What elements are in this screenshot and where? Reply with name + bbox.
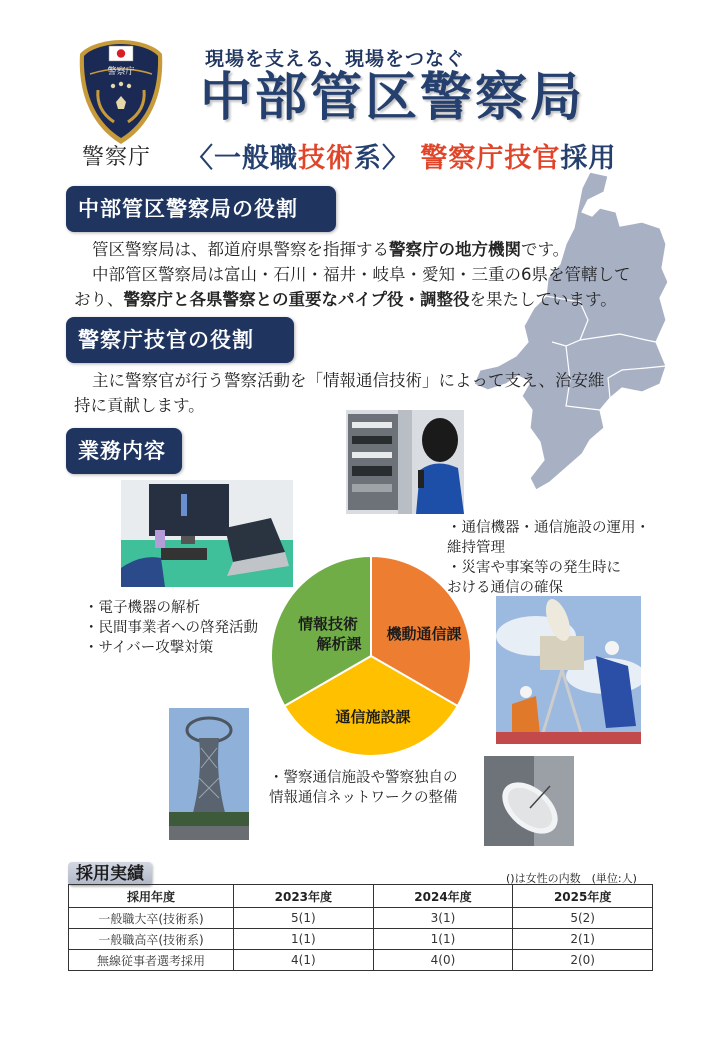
analysis-duties	[84, 598, 284, 658]
hiring-results-table	[68, 884, 653, 971]
text-bold: 警察庁の地方機関	[389, 240, 521, 259]
subtitle-accent: 技術	[298, 143, 354, 174]
bureau-role-line	[74, 287, 674, 312]
page-title: 中部管区警察局	[200, 67, 586, 128]
table-cell: 5(1)	[234, 908, 374, 929]
results-note: ()は女性の内数 (単位:人)	[506, 872, 637, 885]
section-heading-duties: 業務内容	[66, 428, 182, 474]
pie-label-line: 解析課	[316, 635, 362, 653]
table-cell: 3(1)	[373, 908, 513, 929]
chubu-region-map	[470, 170, 675, 500]
table-cell: 2(0)	[513, 950, 653, 971]
text: 管区警察局は、都道府県警察を指揮する	[92, 240, 389, 259]
bullet-line: ・災害や事案等の発生時に	[447, 560, 621, 576]
division-pie-chart	[271, 556, 471, 756]
pie-label-facility: 通信施設課	[335, 708, 411, 726]
results-heading: 採用実績	[68, 862, 152, 886]
pie-label-line: 情報技術	[297, 615, 358, 633]
facility-duties	[269, 768, 489, 808]
subtitle-part: 系〉	[354, 143, 410, 174]
column-header: 2025年度	[513, 885, 653, 908]
table-cell: 2(1)	[513, 929, 653, 950]
photo-device-analysis	[121, 480, 293, 587]
bullet-line: 情報通信ネットワークの整備	[269, 790, 458, 806]
text: を果たしています。	[469, 290, 617, 309]
subtitle-accent: 警察庁技官	[420, 143, 561, 174]
engineer-role-line: 主に警察官が行う警察活動を「情報通信技術」によって支え、治安維	[92, 371, 605, 390]
engineer-role-line: 持に貢献します。	[74, 396, 205, 415]
subtitle-part: 採用	[560, 143, 617, 174]
subtitle-part: 〈一般職	[186, 143, 298, 174]
mobile-comm-duties	[447, 518, 667, 598]
page-subtitle	[186, 136, 616, 175]
tagline: 現場を支える、現場をつなぐ	[205, 48, 466, 70]
section-heading-engineer-role: 警察庁技官の役割	[66, 317, 294, 363]
table-row	[69, 929, 653, 950]
text: です。	[521, 240, 570, 259]
table-cell: 1(1)	[373, 929, 513, 950]
bullet-line: おける通信の確保	[447, 580, 563, 596]
bullet-line: ・電子機器の解析	[84, 600, 200, 616]
table-cell: 5(2)	[513, 908, 653, 929]
table-cell: 1(1)	[234, 929, 374, 950]
row-label: 一般職高卒(技術系)	[69, 929, 234, 950]
table-cell: 4(1)	[234, 950, 374, 971]
photo-satellite-dish	[484, 756, 574, 846]
svg-text:警察庁: 警察庁	[107, 67, 135, 77]
photo-radio-operator	[346, 410, 464, 514]
engineer-role-text	[74, 368, 674, 418]
bullet-line: 維持管理	[447, 540, 505, 556]
section-heading-bureau-role: 中部管区警察局の役割	[66, 186, 336, 232]
text-bold: 警察庁と各県警察との重要なパイプ役・調整役	[123, 290, 470, 309]
pie-label-mobile: 機動通信課	[386, 625, 462, 643]
bureau-role-text	[74, 237, 674, 312]
bureau-role-line: 中部管区警察局は富山・石川・福井・岐阜・愛知・三重の6県を管轄して	[92, 265, 631, 284]
column-header: 採用年度	[69, 885, 234, 908]
bullet-line: ・警察通信施設や警察独自の	[269, 770, 458, 786]
photo-radio-tower	[169, 708, 249, 840]
text: おり、	[74, 290, 124, 309]
table-row	[69, 950, 653, 971]
row-label: 一般職大卒(技術系)	[69, 908, 234, 929]
column-header: 2024年度	[373, 885, 513, 908]
bullet-line: ・サイバー攻撃対策	[84, 640, 214, 656]
police-agency-emblem	[78, 38, 164, 146]
bureau-role-line	[74, 237, 674, 262]
column-header: 2023年度	[234, 885, 374, 908]
bullet-line: ・民間事業者への啓発活動	[84, 620, 258, 636]
table-header-row	[69, 885, 653, 908]
logo-caption: 警察庁	[82, 145, 152, 170]
photo-mobile-antenna-work	[496, 596, 641, 744]
bullet-line: ・通信機器・通信施設の運用・	[447, 520, 650, 536]
pie-label-analysis	[283, 614, 373, 654]
table-row	[69, 908, 653, 929]
row-label: 無線従事者選考採用	[69, 950, 234, 971]
table-cell: 4(0)	[373, 950, 513, 971]
